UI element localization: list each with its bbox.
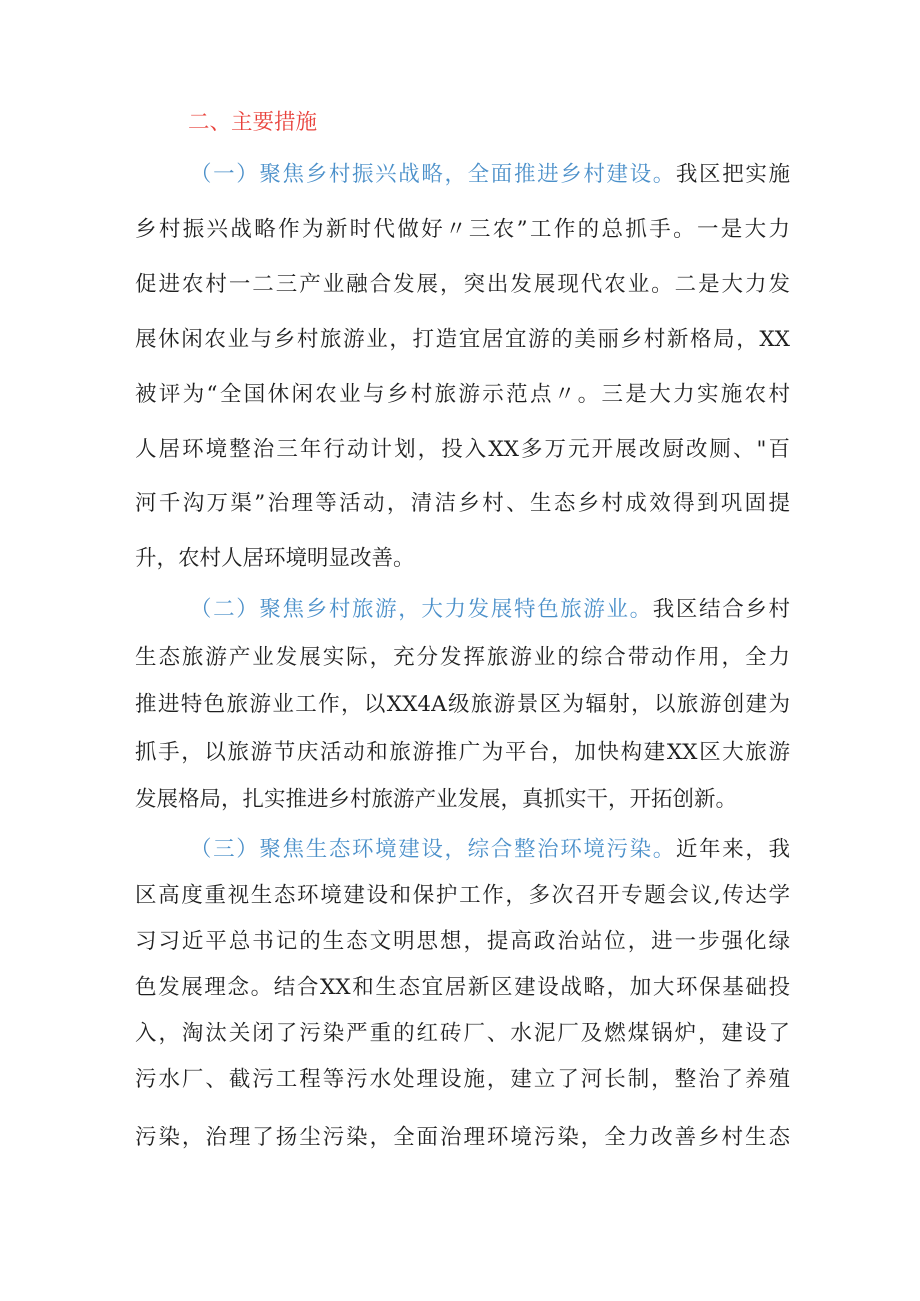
paragraph-3-line: 区高度重视生态环境建设和保护工作，多次召开专题会议,传达学 (135, 883, 790, 908)
paragraph-3-line-1 (190, 830, 790, 870)
paragraph-2-line: 推进特色旅游业工作，以XX4A级旅游景区为辐射，以旅游创建为 (135, 692, 790, 717)
paragraph-2-line: 抓手，以旅游节庆活动和旅游推广为平台，加快构建XX区大旅游 (135, 740, 790, 765)
section-heading: 二、主要措施 (188, 110, 318, 135)
paragraph-3-line: 污染，治理了扬尘污染，全面治理环境污染，全力改善乡村生态 (135, 1125, 790, 1150)
paragraph-2-line-1 (190, 590, 790, 630)
paragraph-1-line: 升，农村人居环境明显改善。 (135, 546, 415, 571)
paragraph-3-line: 色发展理念。结合XX和生态宜居新区建设战略，加大环保基础投 (135, 975, 790, 1000)
paragraph-1-line: 促进农村一二三产业融合发展，突出发展现代农业。二是大力发 (135, 272, 790, 297)
paragraph-3-text: 近年来，我 (675, 837, 790, 862)
paragraph-1-line: 乡村振兴战略作为新时代做好〃三农”工作的总抓手。一是大力 (135, 217, 790, 242)
paragraph-2-text: 我区结合乡村 (652, 597, 790, 622)
paragraph-1-line: 人居环境整治三年行动计划，投入XX多万元开展改厨改厕、"百 (135, 437, 790, 462)
paragraph-2-line: 发展格局，扎实推进乡村旅游产业发展，真抓实干，开拓创新。 (135, 787, 738, 812)
paragraph-3-line: 污水厂、截污工程等污水处理设施，建立了河长制，整治了养殖 (135, 1067, 790, 1092)
paragraph-3-subheading: （三）聚焦生态环境建设，综合整治环境污染。 (190, 837, 676, 862)
paragraph-3-line: 入，淘汰关闭了污染严重的红砖厂、水泥厂及燃煤锅炉，建设了 (135, 1021, 790, 1046)
paragraph-3-line: 习习近平总书记的生态文明思想，提高政治站位，进一步强化绿 (135, 929, 790, 954)
paragraph-2-subheading: （二）聚焦乡村旅游，大力发展特色旅游业。 (190, 597, 653, 622)
paragraph-1-subheading: （一）聚焦乡村振兴战略，全面推进乡村建设。 (190, 162, 676, 187)
paragraph-1-text: 我区把实施 (675, 162, 790, 187)
paragraph-1-line: 河千沟万渠”治理等活动，清洁乡村、生态乡村成效得到巩固提 (135, 491, 790, 516)
paragraph-1-line: 被评为“全国休闲农业与乡村旅游示范点〃。三是大力实施农村 (135, 382, 790, 407)
paragraph-1-line-1 (190, 155, 790, 195)
paragraph-1-line: 展休闲农业与乡村旅游业，打造宜居宜游的美丽乡村新格局，XX (135, 327, 790, 352)
paragraph-2-line: 生态旅游产业发展实际，充分发挥旅游业的综合带动作用，全力 (135, 645, 790, 670)
